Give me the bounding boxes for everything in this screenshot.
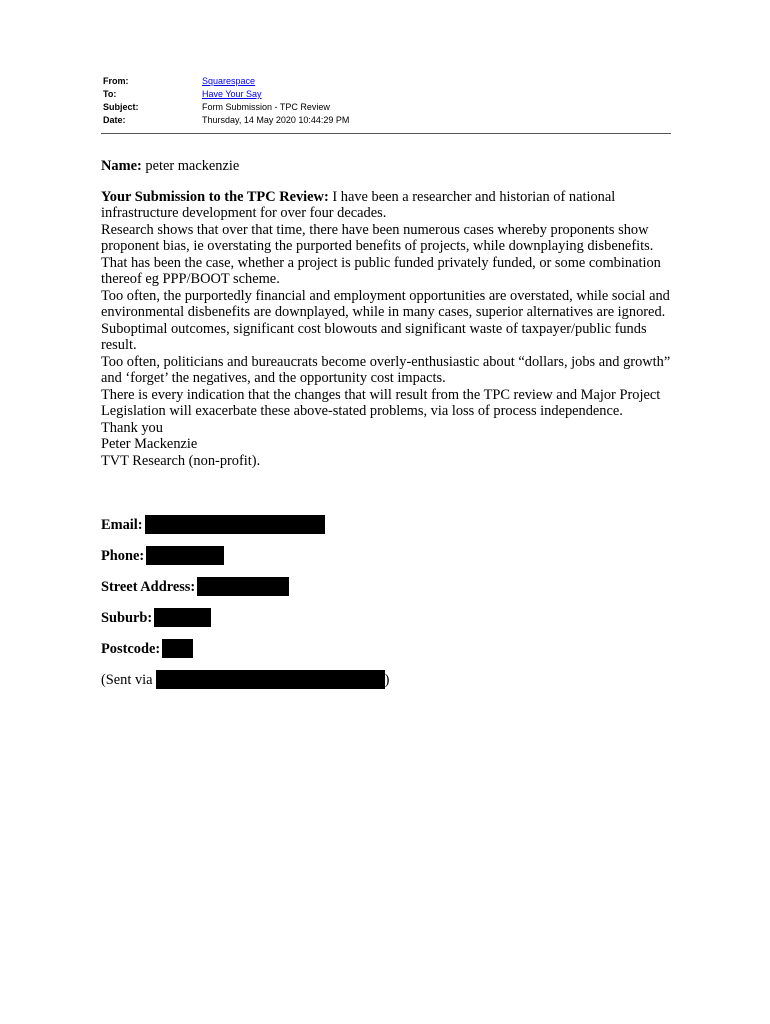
from-row: [103, 75, 349, 88]
email-label: Email:: [101, 517, 143, 533]
paragraph: That has been the case, whether a project is public funded privately funded, or some combination thereof eg PPP/BOOT scheme.: [101, 254, 661, 287]
from-link[interactable]: Squarespace: [202, 76, 256, 86]
paragraph: Too often, the purportedly financial and employment opportunities are overstated, while social and environmental disbenefits are downplayed, while in many cases, superior alternatives are ignored. Suboptimal outcomes, significant cost blowouts and significant waste of taxpayer/public funds result.: [101, 287, 670, 353]
subject-label: Subject:: [103, 102, 139, 112]
closing-thanks: Thank you: [101, 419, 163, 436]
to-label: To:: [103, 89, 117, 99]
street-address-redaction: [197, 577, 289, 596]
postcode-redaction: [162, 639, 193, 658]
to-row: [103, 88, 349, 101]
email-header: [103, 75, 349, 127]
phone-redaction: [146, 546, 224, 565]
sent-via-line: [101, 670, 671, 691]
header-divider: [101, 133, 671, 134]
date-row: [103, 114, 349, 127]
phone-field: [101, 546, 671, 577]
subject-value: Form Submission - TPC Review: [202, 102, 330, 112]
sent-via-suffix: ): [384, 672, 390, 688]
street-address-label: Street Address:: [101, 579, 196, 595]
email-redaction: [145, 515, 325, 534]
contact-fields: [101, 515, 671, 691]
suburb-field: [101, 608, 671, 639]
sent-via-redaction: [156, 670, 385, 689]
review-intro: [101, 189, 671, 222]
review-label: Your Submission to the TPC Review:: [101, 188, 329, 205]
review-intro-text: I have been a researcher and historian of national infrastructure development for over four decades.: [101, 188, 616, 221]
name-line: [101, 158, 671, 175]
street-address-field: [101, 577, 671, 608]
paragraph: Too often, politicians and bureaucrats become overly-enthusiastic about “dollars, jobs and growth” and ‘forget’ the negatives, and the opportunity cost impacts.: [101, 353, 671, 386]
name-label: Name:: [101, 158, 142, 174]
sent-via-prefix: (Sent via: [101, 672, 153, 688]
email-field: [101, 515, 671, 546]
suburb-label: Suburb:: [101, 610, 153, 626]
subject-row: [103, 101, 349, 114]
suburb-redaction: [154, 608, 211, 627]
from-label: From:: [103, 76, 129, 86]
paragraph: There is every indication that the changes that will result from the TPC review and Major Project Legislation will exacerbate these above-stated problems, via loss of process independence.: [101, 386, 661, 419]
signature-org: TVT Research (non-profit).: [101, 452, 261, 469]
date-value: Thursday, 14 May 2020 10:44:29 PM: [202, 115, 350, 125]
postcode-field: [101, 639, 671, 670]
paragraph: Research shows that over that time, there have been numerous cases whereby proponents show proponent bias, ie overstating the purported benefits of projects, while downplaying disbenefits.: [101, 221, 654, 254]
to-link[interactable]: Have Your Say: [202, 89, 262, 99]
phone-label: Phone:: [101, 548, 145, 564]
signature-name: Peter Mackenzie: [101, 436, 198, 452]
date-label: Date:: [103, 115, 126, 125]
submission-body: [101, 158, 671, 469]
name-value: peter mackenzie: [145, 158, 240, 174]
postcode-label: Postcode:: [101, 641, 161, 657]
